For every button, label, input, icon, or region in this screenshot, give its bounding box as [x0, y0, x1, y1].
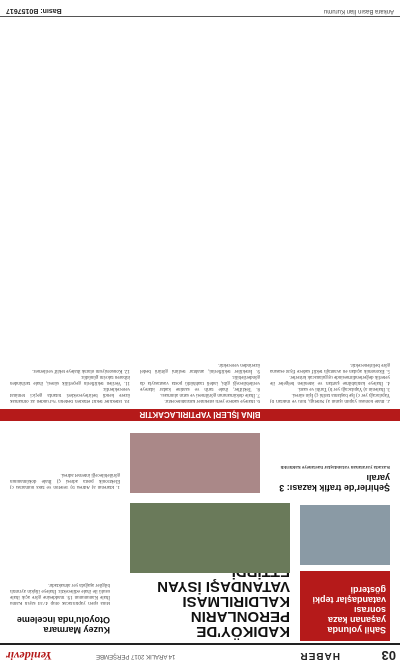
bottom-story-subtitle: Kazada yaralanan vatandaşlar hastaneye kaldırıldı: [280, 464, 390, 469]
notice-paragraph: 6. İhaleye sadece yerli istekliler katılabilecektir.: [164, 398, 260, 403]
red-box-text: Sahil yolunda yaşanan kaza sonrası vatandaşlar tepki gösterdi: [312, 585, 386, 635]
notice-paragraph: 12. Konsorsiyum olarak ihaleye teklif verilemez.: [32, 368, 130, 373]
notice-paragraph: 7. İhale dokümanının görülmesi ve satın alınması.: [160, 392, 260, 397]
page-header: [0, 643, 400, 665]
issue-date: 14 ARALIK 2017 PERŞEMBE: [96, 653, 176, 659]
side-story-title: Kuzey Marmara Otoyolu'nda inceleme: [16, 615, 110, 635]
notice-column-1: [270, 23, 390, 403]
notice-paragraph: 9. İstekliler tekliflerini, anahtar teslimi götürü bedel üzerinden verecektir.: [140, 362, 260, 373]
lead-photo: [130, 503, 290, 573]
side-story-text: Bina işleri yaptırılacak olup 4734 sayılı Kamu İhale Kanununun 19. maddesine göre açık ihale usulü ile ihale edilecektir. İhaleye ilişkin ayrıntılı bilgiler aşağıda yer almaktadır.: [10, 582, 110, 605]
side-photo: [300, 505, 390, 565]
lead-headline: KADIKÖY'DE PERONLARIN KALDIRILMASI VATANDAŞI İSYAN: [157, 578, 290, 640]
notice-paragraph: 3. İhalenin a) Yapılacağı yer b) Tarihi ve saati.: [297, 386, 390, 391]
bottom-story-text: 1. İdarenin a) Adresi b) Telefon ve faks numarası c) Elektronik posta adresi ç) İhale dokümanının görülebileceği internet adresi.: [10, 472, 120, 489]
section-name: HABER: [299, 650, 340, 661]
notice-paragraph: 4. İhaleye katılabilme şartları ve istenilen belgeler ile yeterlik değerlendirmesinde uygulanacak kriterler.: [270, 374, 390, 385]
notice-band-title: BİNA İŞLERİ YAPTIRILACAKTIR: [139, 410, 261, 419]
bottom-story-title: Şehirler'de trafik kazası: 3 yaralı: [279, 473, 390, 493]
notice-column-2: [140, 23, 260, 403]
notice-paragraph: 2. İhale konusu yapım işinin a) Niteliği, türü ve miktarı b) Yapılacağı yer c) İşe başlama tarihi ç) İşin süresi.: [270, 392, 390, 403]
footer-left-text: Ankara Basın İlan Kurumu: [323, 8, 394, 14]
brand-logo: Yenidevir: [6, 649, 52, 663]
page-number: 03: [381, 648, 396, 663]
notice-paragraph: 5. Ekonomik açıdan en avantajlı teklif sadece fiyat esasına göre belirlenecektir.: [270, 362, 390, 373]
notice-paragraph: 10. İstekliler teklif ettikleri bedelin %3'ünden az olmamak üzere kendi belirleyecekleri tutarda geçici teminat vereceklerdir.: [10, 386, 130, 403]
notice-column-3: [10, 23, 130, 403]
footer-right-text: Basın: B0157617: [6, 7, 62, 14]
notice-paragraph: 11. Verilen tekliflerin geçerlilik süresi, ihale tarihinden itibaren takvim günüdür.: [10, 374, 130, 385]
notice-paragraph: 8. Teklifler, ihale tarih ve saatine kadar idareye verilebileceği gibi, iadeli taahhütlü posta vasıtasıyla da gönderilebilir.: [140, 374, 260, 391]
bottom-photo: [130, 433, 260, 493]
